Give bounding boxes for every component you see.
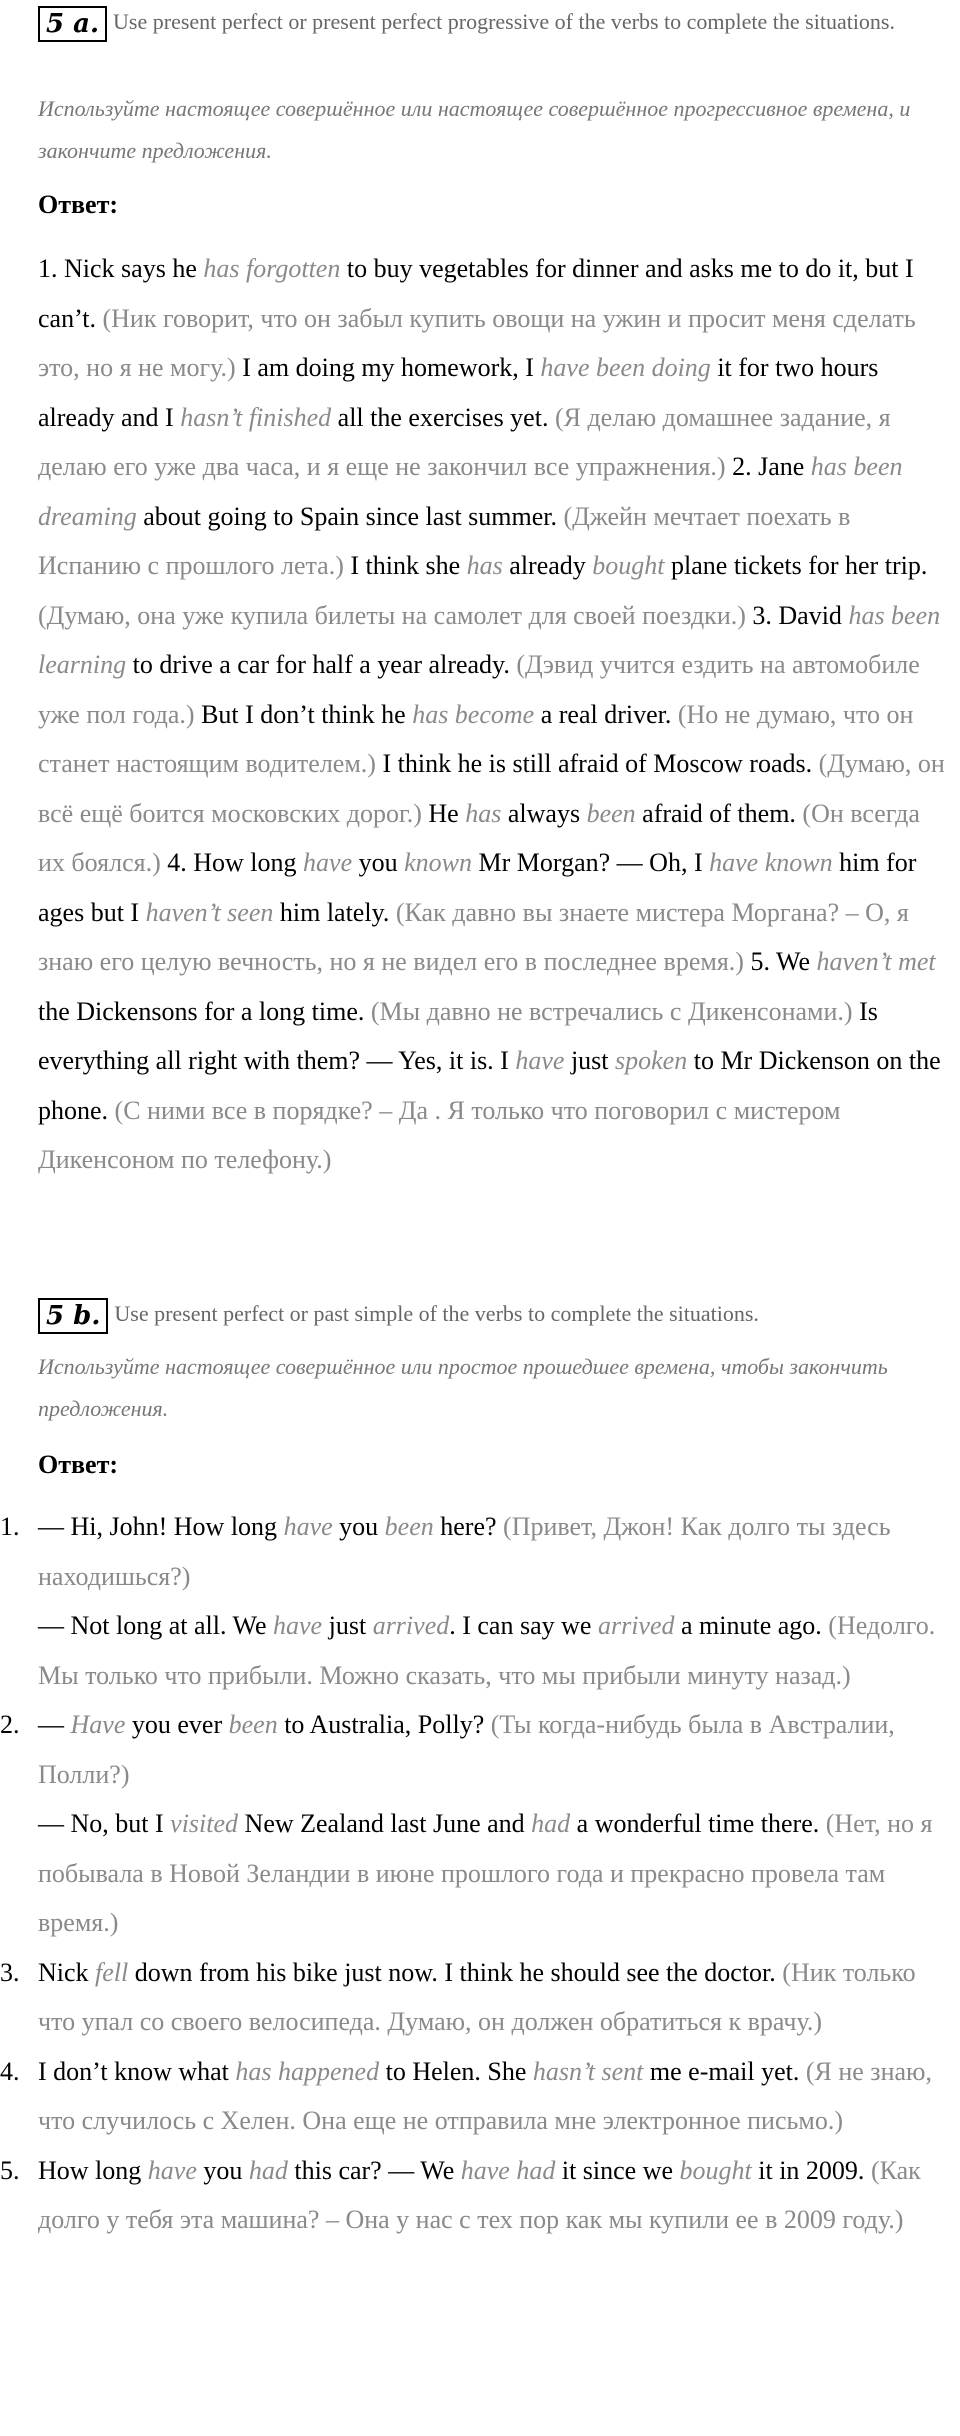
dialogue-line [38,2146,953,2245]
translation-text: (Ник только что упал со своего велосипеда. Думаю, он должен обратиться к врачу.) [38,1957,916,2036]
item-number: 3. [0,1957,20,1987]
answer-verb: has become [412,699,535,729]
answer-verb: known [404,848,473,877]
answer-verb: have [283,1512,333,1541]
task-5a-instruction-en: Use present perfect or present perfect progressive of the verbs to complete the situations. [113,9,895,34]
translation-text: (Я делаю домашнее задание, я делаю его уже два часа, и я еще не закончил все упражнения.) [38,402,891,481]
translation-text: (Привет, Джон! Как долго ты здесь находишься?) [38,1512,891,1591]
answer-text: I don’t know what [38,2056,236,2086]
translation-text: (Дэвид учится ездить на автомобиле уже пол года.) [38,650,920,729]
dialogue-line [38,1948,953,2047]
answer-text: here? [433,1512,504,1541]
answer-text: it for two hours already and I [38,353,879,432]
answer-text: the Dickensons for a long time. [38,996,371,1026]
answer-text: But I don’t think he [194,699,413,729]
answer-text: How long [38,2155,148,2185]
answer-text: to Helen. She [379,2056,533,2086]
answer-text: afraid of them. [635,798,803,828]
answer-text: you [352,848,405,877]
answer-text: down from his bike just now. I think he should see the doctor. [128,1957,783,1987]
item-number: 5. [0,2155,20,2185]
answer-text: 1. Nick says he [38,254,204,283]
answer-text: always [501,798,587,828]
answer-text: it in 2009. [751,2155,871,2185]
answer-text: about going to Spain since last summer. [136,501,564,531]
answer-verb: hasn’t finished [180,402,332,432]
answer-text: a minute ago. [674,1611,829,1640]
answer-text: him lately. [273,897,396,927]
answer-verb: has [466,551,503,580]
answer-verb: has [465,798,502,828]
dialogue-line [38,1799,953,1948]
task-5b-instruction-ru: Используйте настоящее совершённое или простое прошедшее времена, чтобы закончить предложения. [38,1354,888,1421]
answer-verb: had [248,2155,288,2185]
answer-item [0,2146,953,2245]
answer-text: 5. We [743,947,817,976]
answer-verb: have known [709,848,833,877]
answer-text: a wonderful time there. [570,1809,826,1838]
answer-verb: bought [592,551,665,580]
answer-text: him for ages but I [38,848,917,927]
translation-text: (Я не знаю, что случилось с Хелен. Она еще не отправила мне электронное письмо.) [38,2056,932,2135]
task-5b-instruction-en: Use present perfect or past simple of the verbs to complete the situations. [114,1301,759,1326]
answer-text: — [38,1710,71,1739]
translation-text: (Но не думаю, что он станет настоящим водителем.) [38,699,914,778]
task-5b-badge: 5 b. [38,1298,108,1334]
answer-verb: had [531,1809,571,1838]
answer-text: to Australia, Polly? [277,1710,491,1739]
answer-verb: fell [95,1957,129,1987]
answer-verb: bought [679,2155,752,2185]
answer-text: — No, but I [38,1809,171,1838]
answer-text: a real driver. [534,699,678,729]
translation-text: (Думаю, она уже купила билеты на самолет для своей поездки.) [38,600,746,630]
dialogue-line [38,1700,953,1799]
answer-item [0,1700,953,1948]
answer-text: New Zealand last June and [238,1809,532,1838]
answer-verb: have been doing [540,353,711,382]
answer-text: — Hi, John! How long [38,1512,284,1541]
translation-text: (С ними все в порядке? – Да . Я только что поговорил с мистером Дикенсоном по телефону.) [38,1095,841,1174]
task-5b-answer-label: Ответ: [38,1450,119,1479]
translation-text: (Как долго у тебя эта машина? – Она у нас с тех пор как мы купили ее в 2009 году.) [38,2155,921,2234]
answer-text: you [196,2155,249,2185]
answer-text: — Not long at all. We [38,1611,274,1640]
answer-verb: have [273,1611,323,1640]
answer-verb: haven’t seen [145,897,274,927]
answer-text: Is everything all right with them? — Yes, it is. I [38,996,878,1075]
answer-text: just [322,1611,373,1640]
translation-text: (Он всегда их боялся.) [38,798,920,877]
answer-text: I think he is still afraid of Moscow roads. [375,749,819,778]
task-5a-instruction [38,0,938,44]
answer-verb: have [303,848,353,877]
answer-text: all the exercises yet. [331,402,555,432]
translation-text: (Нет, но я побывала в Новой Зеландии в июне прошлого года и прекрасно провела там время.) [38,1809,933,1937]
answer-verb: spoken [615,1046,688,1075]
answer-text: Mr Morgan? — Oh, I [472,848,710,877]
answer-verb: been [586,798,636,828]
dialogue-line [38,1601,953,1700]
task-5a-answer-text [38,244,953,1185]
answer-verb: has been learning [38,600,941,679]
answer-text: I am doing my homework, I [235,353,541,382]
translation-text: (Ник говорит, что он забыл купить овощи на ужин и просит меня сделать это, но я не могу.) [38,303,916,382]
answer-verb: has been dreaming [38,452,903,531]
answer-text: . I can say we [449,1611,598,1640]
answer-verb: hasn’t sent [532,2056,644,2086]
translation-text: (Мы давно не встречались с Дикенсонами.) [370,996,853,1026]
answer-text: He [421,798,466,828]
answer-text: Nick [38,1957,96,1987]
task-5a-badge: 5 a. [38,6,107,42]
answer-item [0,1502,953,1700]
translation-text: (Недолго. Мы только что прибыли. Можно сказать, что мы прибыли минуту назад.) [38,1611,936,1690]
answer-text: to buy vegetables for dinner and asks me to do it, but I can’t. [38,254,914,333]
answer-text: 3. David [745,600,849,630]
task-5b-instruction [38,1292,938,1336]
answer-text: you ever [125,1710,229,1739]
answer-text: you [332,1512,385,1541]
answer-text: just [564,1046,616,1075]
answer-verb: been [384,1512,434,1541]
answer-text: I think she [343,551,467,580]
answer-text: 2. Jane [725,452,811,481]
answer-verb: been [228,1710,278,1739]
task-5a-instruction-ru: Используйте настоящее совершённое или настоящее совершённое прогрессивное времена, и закончите предложения. [38,96,911,163]
task-5b-answer-list [0,1502,960,2245]
answer-verb: visited [170,1809,239,1838]
answer-item [0,1948,953,2047]
task-5a-answer-label: Ответ: [38,190,119,219]
translation-text: (Думаю, он всё ещё боится московских дорог.) [38,749,945,828]
answer-item [0,2047,953,2146]
answer-verb: have [147,2155,197,2185]
answer-text: to Mr Dickenson on the phone. [38,1046,941,1125]
dialogue-line [38,2047,953,2146]
answer-text: already [502,551,593,580]
answer-text: 4. How long [160,848,304,877]
translation-text: (Ты когда-нибудь была в Австралии, Полли?) [38,1710,895,1789]
translation-text: (Джейн мечтает поехать в Испанию с прошлого лета.) [38,501,851,580]
answer-text: me e-mail yet. [643,2056,806,2086]
answer-verb: arrived [597,1611,675,1640]
item-number: 2. [0,1710,20,1739]
answer-text: plane tickets for her trip. [664,551,928,580]
answer-text: to drive a car for half a year already. [126,650,517,679]
item-number: 1. [0,1512,20,1541]
answer-verb: Have [70,1710,126,1739]
answer-verb: arrived [372,1611,450,1640]
answer-text: it since we [555,2155,680,2185]
answer-verb: have [515,1046,565,1075]
item-number: 4. [0,2056,20,2086]
dialogue-line [38,1502,953,1601]
answer-verb: has happened [235,2056,380,2086]
answer-text: this car? — We [287,2155,461,2185]
answer-verb: have had [460,2155,556,2185]
answer-verb: haven’t met [816,947,936,976]
answer-verb: has forgotten [203,254,341,283]
translation-text: (Как давно вы знаете мистера Моргана? – О, я знаю его целую вечность, но я не видел его в последнее время.) [38,897,909,976]
